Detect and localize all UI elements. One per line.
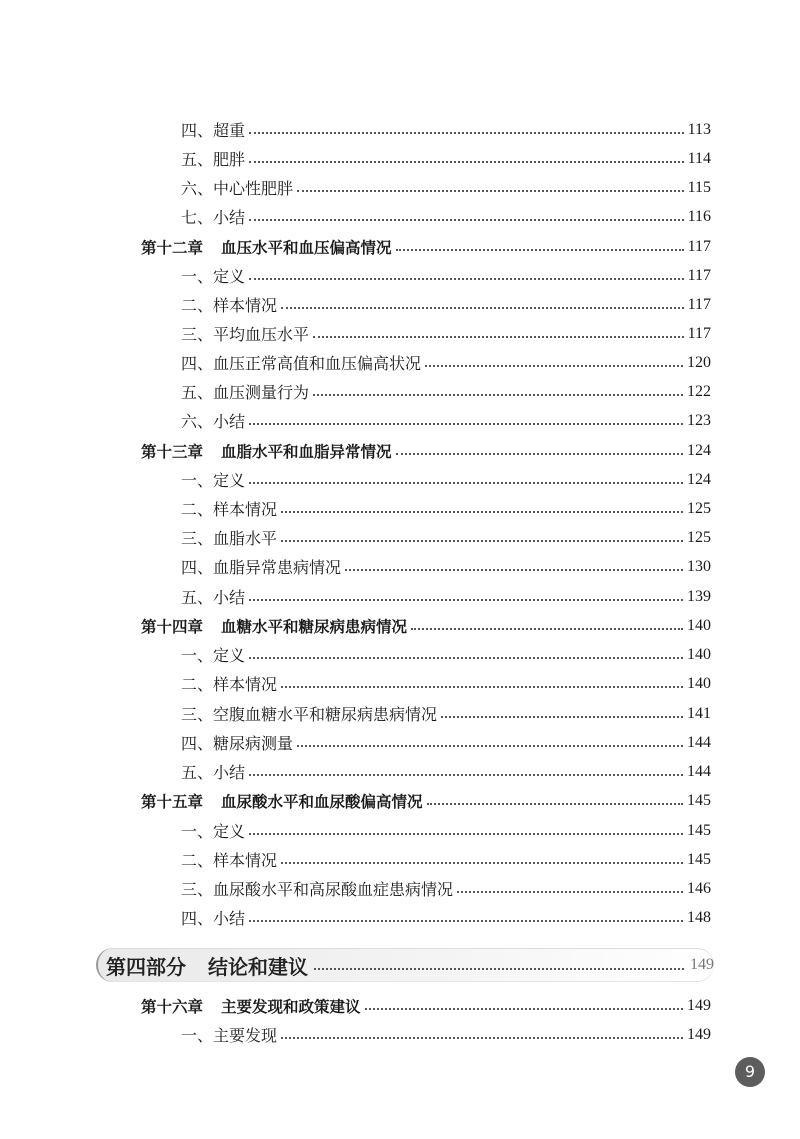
chapter-title: 血糖水平和糖尿病患病情况: [221, 617, 408, 636]
entry-title: 六、小结: [181, 412, 246, 431]
toc-chapter: [141, 232, 711, 261]
entry-title: 一、定义: [181, 267, 246, 286]
entry-page: 149: [687, 996, 711, 1014]
entry-page: 117: [687, 324, 711, 342]
part-label: 第四部分: [106, 954, 186, 979]
entry-page: 114: [687, 149, 711, 167]
leader-dots: [281, 686, 683, 688]
entry-page: 125: [687, 499, 711, 517]
leader-dots: [411, 628, 683, 630]
toc-entry: [181, 757, 711, 786]
chapter-title: 血脂水平和血脂异常情况: [221, 442, 392, 461]
entry-title: 一、定义: [181, 822, 246, 841]
entry-title: 五、肥胖: [181, 150, 246, 169]
toc-chapter: [141, 786, 711, 815]
leader-dots: [249, 278, 684, 280]
entry-page: 144: [687, 733, 711, 751]
entry-title: 五、血压测量行为: [181, 383, 310, 402]
toc-entry: [181, 1020, 711, 1049]
chapter-label: 第十二章: [141, 238, 204, 257]
leader-dots: [249, 920, 683, 922]
leader-dots: [249, 833, 683, 835]
leader-dots: [249, 161, 684, 163]
toc-entry: [181, 348, 711, 377]
leader-dots: [396, 249, 684, 251]
toc-part: [106, 950, 714, 980]
toc-entry: [181, 173, 711, 202]
entry-page: 140: [687, 645, 711, 663]
leader-dots: [249, 482, 683, 484]
toc-entry: [181, 494, 711, 523]
leader-dots: [297, 745, 683, 747]
entry-page: 148: [687, 908, 711, 926]
leader-dots: [365, 1008, 683, 1010]
leader-dots: [313, 394, 683, 396]
page-number-badge: 9: [735, 1057, 765, 1087]
entry-page: 145: [687, 821, 711, 839]
entry-title: 三、血脂水平: [181, 529, 278, 548]
entry-page: 124: [687, 470, 711, 488]
chapter-label: 第十五章: [141, 792, 204, 811]
leader-dots: [249, 219, 684, 221]
toc-entry: [181, 261, 711, 290]
chapter-label: 第十四章: [141, 617, 204, 636]
entry-title: 三、空腹血糖水平和糖尿病患病情况: [181, 705, 438, 724]
chapter-title: 主要发现和政策建议: [221, 997, 361, 1016]
entry-page: 124: [687, 441, 711, 459]
toc-entry: [181, 552, 711, 581]
toc-chapter: [141, 436, 711, 465]
entry-title: 二、样本情况: [181, 296, 278, 315]
entry-page: 116: [687, 207, 711, 225]
entry-page: 115: [687, 178, 711, 196]
leader-dots: [425, 365, 683, 367]
entry-page: 145: [687, 850, 711, 868]
entry-page: 120: [687, 353, 711, 371]
entry-title: 二、样本情况: [181, 500, 278, 519]
entry-page: 122: [687, 382, 711, 400]
entry-title: 二、样本情况: [181, 851, 278, 870]
leader-dots: [396, 453, 683, 455]
toc-chapter: [141, 991, 711, 1020]
entry-title: 四、小结: [181, 909, 246, 928]
entry-page: 113: [687, 120, 711, 138]
leader-dots: [281, 511, 683, 513]
toc-entry: [181, 816, 711, 845]
entry-page: 140: [687, 616, 711, 634]
toc-entry: [181, 319, 711, 348]
entry-title: 一、主要发现: [181, 1026, 278, 1045]
toc-entry: [181, 465, 711, 494]
entry-page: 149: [687, 1025, 711, 1043]
entry-page: 141: [687, 704, 711, 722]
toc-entry: [181, 290, 711, 319]
entry-title: 四、糖尿病测量: [181, 734, 294, 753]
toc-entry: [181, 582, 711, 611]
entry-title: 四、血压正常高值和血压偏高状况: [181, 354, 422, 373]
toc-entry: [181, 406, 711, 435]
entry-title: 二、样本情况: [181, 675, 278, 694]
toc-entry: [181, 669, 711, 698]
leader-dots: [281, 1037, 683, 1039]
entry-title: 四、超重: [181, 121, 246, 140]
entry-title: 四、血脂异常患病情况: [181, 558, 342, 577]
entry-page: 144: [687, 762, 711, 780]
part-title: 结论和建议: [208, 954, 308, 979]
toc-entry: [181, 903, 711, 932]
leader-dots: [281, 307, 684, 309]
chapter-title: 血尿酸水平和血尿酸偏高情况: [221, 792, 423, 811]
entry-title: 七、小结: [181, 208, 246, 227]
toc-entry: [181, 115, 711, 144]
leader-dots: [249, 657, 683, 659]
part-page: 149: [690, 956, 714, 973]
toc-entry: [181, 523, 711, 552]
leader-dots: [457, 891, 683, 893]
entry-title: 五、小结: [181, 588, 246, 607]
entry-title: 三、平均血压水平: [181, 325, 310, 344]
entry-title: 一、定义: [181, 646, 246, 665]
leader-dots: [249, 132, 684, 134]
chapter-label: 第十六章: [141, 997, 204, 1016]
leader-dots: [345, 569, 683, 571]
leader-dots: [297, 190, 684, 192]
leader-dots: [441, 716, 683, 718]
entry-title: 三、血尿酸水平和高尿酸血症患病情况: [181, 880, 454, 899]
entry-page: 145: [687, 791, 711, 809]
entry-page: 117: [687, 237, 711, 255]
toc-entry: [181, 845, 711, 874]
leader-dots: [427, 803, 683, 805]
entry-title: 五、小结: [181, 763, 246, 782]
toc-entry: [181, 699, 711, 728]
entry-page: 117: [687, 266, 711, 284]
entry-title: 六、中心性肥胖: [181, 179, 294, 198]
entry-page: 146: [687, 879, 711, 897]
toc-entry: [181, 874, 711, 903]
toc-entry: [181, 728, 711, 757]
leader-dots: [313, 336, 684, 338]
chapter-label: 第十三章: [141, 442, 204, 461]
leader-dots: [314, 968, 684, 970]
entry-page: 140: [687, 674, 711, 692]
leader-dots: [249, 423, 683, 425]
chapter-title: 血压水平和血压偏高情况: [221, 238, 392, 257]
toc-entry: [181, 144, 711, 173]
toc-chapter: [141, 611, 711, 640]
toc-entry: [181, 640, 711, 669]
leader-dots: [249, 599, 683, 601]
entry-page: 139: [687, 587, 711, 605]
entry-page: 117: [687, 295, 711, 313]
entry-title: 一、定义: [181, 471, 246, 490]
leader-dots: [281, 540, 683, 542]
entry-page: 125: [687, 528, 711, 546]
toc-entry: [181, 202, 711, 231]
entry-page: 123: [687, 411, 711, 429]
toc-entry: [181, 377, 711, 406]
entry-page: 130: [687, 557, 711, 575]
leader-dots: [249, 774, 683, 776]
leader-dots: [281, 862, 683, 864]
